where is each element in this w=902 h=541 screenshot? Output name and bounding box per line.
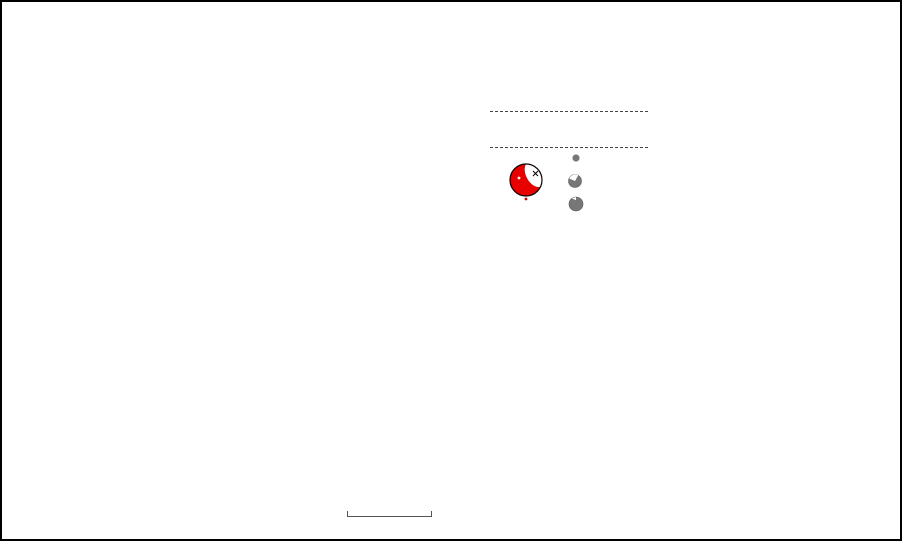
misfit-reduction-plot	[632, 50, 900, 220]
iso-symbol	[572, 154, 579, 161]
focal-mechanism-beachball	[496, 148, 636, 214]
table-divider	[490, 111, 648, 112]
beachball-red-dot	[525, 198, 528, 201]
time-scale-bar	[347, 511, 432, 517]
beachball-dot	[518, 177, 521, 180]
taiwan-misfit-map	[642, 224, 902, 524]
